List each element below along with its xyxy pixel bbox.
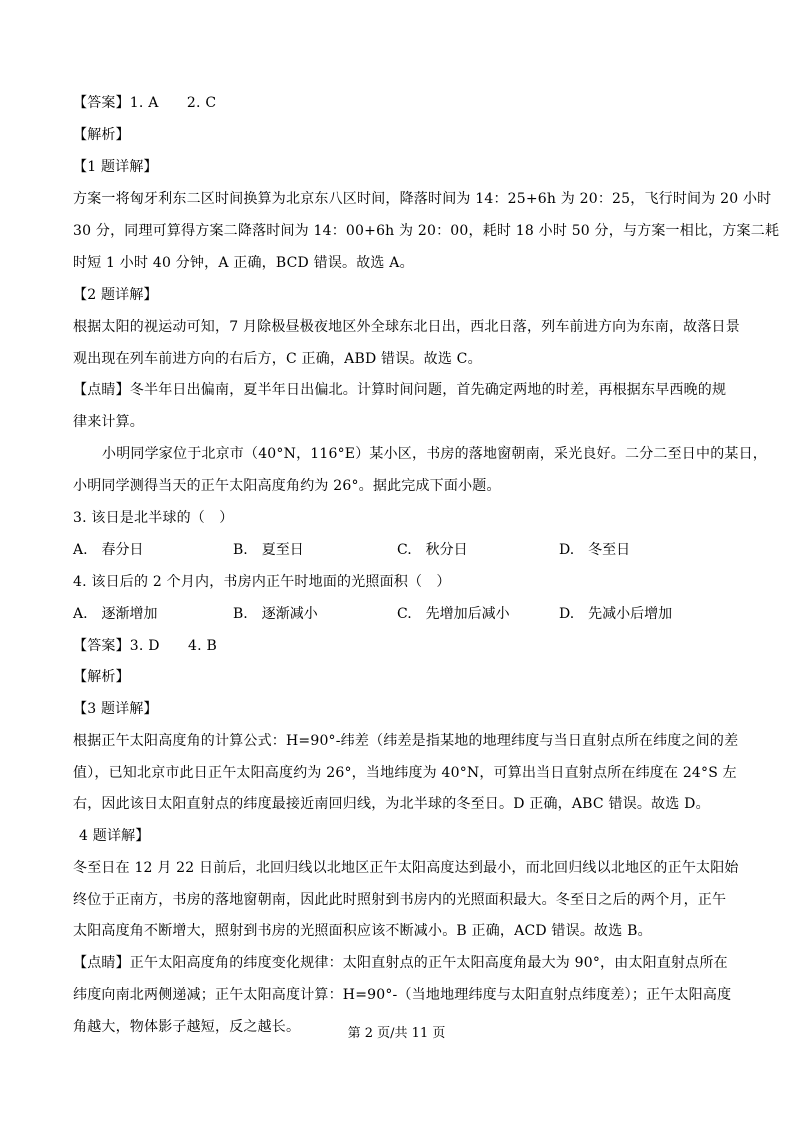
q3-detail-heading: 【3 题详解】 (73, 701, 158, 717)
key-point-text: 律来计算。 (73, 414, 144, 430)
passage-text: 小明同学测得当天的正午太阳高度角约为 26°。据此完成下面小题。 (73, 478, 501, 494)
q4-detail-text: 太阳高度角不断增大，照射到书房的光照面积应该不断减小。B 正确，ACD 错误。故选 B。 (73, 923, 652, 939)
q4-option-b: B. 逐渐减小 (233, 606, 318, 622)
q4-option-c: C. 先增加后减小 (397, 606, 510, 622)
analysis-heading: 【解析】 (73, 669, 130, 685)
key-point-text: 纬度向南北两侧递减；正午太阳高度计算：H=90°-（当地地理纬度与太阳直射点纬度差）；正午太阳高度 (73, 987, 732, 1003)
analysis-heading: 【解析】 (73, 127, 130, 143)
q4-option-d: D. 先减小后增加 (559, 606, 673, 622)
q3-option-c: C. 秋分日 (397, 542, 468, 558)
q2-detail-heading: 【2 题详解】 (73, 287, 158, 303)
q3-detail-text: 右，因此该日太阳直射点的纬度最接近南回归线，为北半球的冬至日。D 正确，ABC 错误。故选 D。 (73, 796, 710, 812)
q3-option-b: B. 夏至日 (233, 542, 304, 558)
q4-detail-text: 终位于正南方，书房的落地窗朝南，因此此时照射到书房内的光照面积最大。冬至日之后的两个月，正午 (73, 892, 727, 908)
q2-detail-text: 观出现在列车前进方向的右后方，C 正确，ABD 错误。故选 C。 (73, 351, 482, 367)
page-number-footer: 第 2 页/共 11 页 (347, 1026, 446, 1041)
key-point-text: 【点睛】正午太阳高度角的纬度变化规律：太阳直射点的正午太阳高度角最大为 90°，由太阳直射点所在 (73, 955, 728, 971)
passage-text: 小明同学家位于北京市（40°N，116°E）某小区，书房的落地窗朝南，采光良好。二分二至日中的某日， (102, 446, 768, 462)
q3-detail-text: 根据正午太阳高度角的计算公式：H=90°-纬差（纬差是指某地的地理纬度与当日直射点所在纬度之间的差 (73, 733, 739, 749)
question-3: 3. 该日是北半球的（ ） (73, 510, 234, 526)
q2-detail-text: 根据太阳的视运动可知，7 月除极昼极夜地区外全球东北日出，西北日落，列车前进方向为东南，故落日景 (73, 319, 740, 335)
q4-detail-heading: 4 题详解】 (79, 828, 150, 844)
key-point-text: 【点睛】冬半年日出偏南，夏半年日出偏北。计算时间问题，首先确定两地的时差，再根据东早西晚的规 (73, 382, 727, 398)
q3-detail-text: 值），已知北京市此日正午太阳高度约为 26°，当地纬度为 40°N，可算出当日直射点所在纬度在 24°S 左 (73, 765, 737, 781)
answer-line-3-4: 【答案】3. D 4. B (73, 638, 217, 654)
answer-line-1-2: 【答案】1. A 2. C (73, 95, 217, 111)
q1-detail-heading: 【1 题详解】 (73, 159, 158, 175)
q4-detail-text: 冬至日在 12 月 22 日前后，北回归线以北地区正午太阳高度达到最小，而北回归线以北地区的正午太阳始 (73, 860, 739, 876)
q1-detail-text: 方案一将匈牙利东二区时间换算为北京东八区时间，降落时间为 14：25+6h 为 20：25，飞行时间为 20 小时 (73, 191, 772, 207)
key-point-text: 角越大，物体影子越短，反之越长。 (73, 1019, 301, 1035)
q4-option-a: A. 逐渐增加 (73, 606, 158, 622)
q3-option-d: D. 冬至日 (559, 542, 631, 558)
q1-detail-text: 30 分，同理可算得方案二降落时间为 14：00+6h 为 20：00，耗时 18 小时 50 分，与方案一相比，方案二耗 (73, 223, 780, 239)
question-4: 4. 该日后的 2 个月内，书房内正午时地面的光照面积（ ） (73, 574, 451, 590)
q1-detail-text: 时短 1 小时 40 分钟，A 正确，BCD 错误。故选 A。 (73, 255, 414, 271)
q3-option-a: A. 春分日 (73, 542, 144, 558)
